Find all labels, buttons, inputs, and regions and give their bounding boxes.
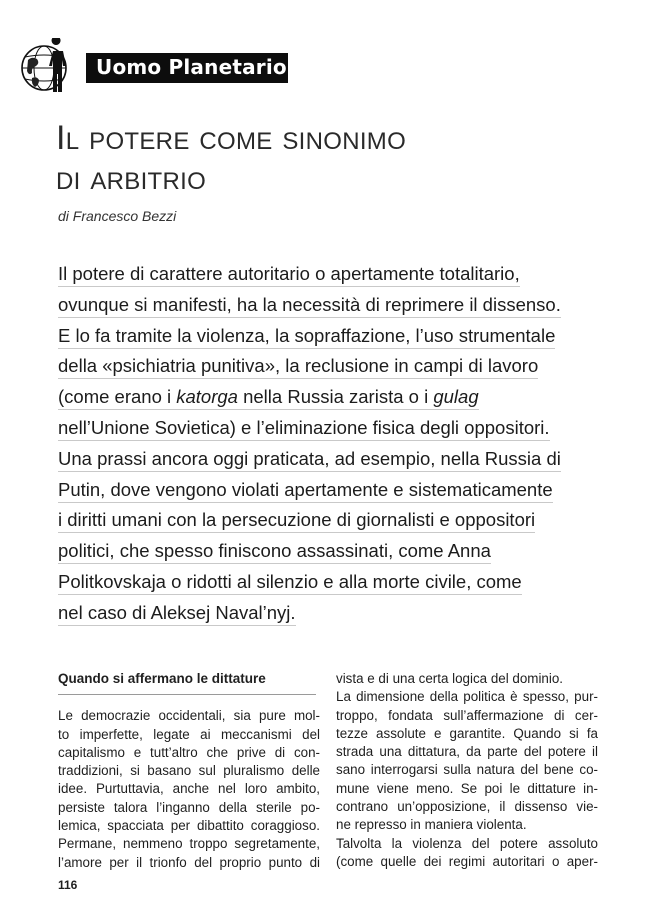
- lead-line: i diritti umani con la persecuzione di giornalisti e oppositori: [58, 506, 598, 537]
- lead-line: Una prassi ancora oggi praticata, ad esempio, nella Russia di: [58, 445, 598, 476]
- section-label: Uomo Planetario: [96, 55, 287, 79]
- body-column-right: [336, 670, 598, 871]
- column-line: capitalismo e tutt’altro che prive di con-: [58, 744, 320, 760]
- column-line: Talvolta la violenza del potere assoluto: [336, 835, 598, 851]
- column-line: l’amore per il trionfo del proprio punto di: [58, 854, 320, 870]
- column-line: ne represso in maniera violenta.: [336, 817, 527, 833]
- section-header: [20, 38, 290, 98]
- italic-term: katorga: [176, 386, 238, 408]
- column-line: Le democrazie occidentali, sia pure mol-: [58, 708, 320, 724]
- globe-with-standing-figure-icon: [20, 38, 76, 98]
- column-line: sano interrogarsi sulla natura del bene co-: [336, 762, 598, 778]
- column-line: contrano un’opposizione, il dissenso vie-: [336, 799, 598, 815]
- lead-line: Politkovskaja o ridotti al silenzio e alla morte civile, come: [58, 568, 598, 599]
- lead-line: Putin, dove vengono violati apertamente e sistematicamente: [58, 476, 598, 507]
- byline: di Francesco Bezzi: [58, 208, 177, 224]
- column-line: (come quelle dei regimi autoritari o aper-: [336, 853, 598, 869]
- article-title: [56, 118, 616, 198]
- page-number: 116: [58, 878, 78, 892]
- section-label-bar: [86, 53, 288, 83]
- column-line: to imperfette, legate ai meccanismi del: [58, 726, 320, 742]
- column-line: mune viene meno. Se poi le dittature in-: [336, 780, 598, 796]
- lead-line: (come erano i katorga nella Russia zarista o i gulag: [58, 383, 598, 414]
- lead-line: nell’Unione Sovietica) e l’eliminazione fisica degli oppositori.: [58, 414, 598, 445]
- lead-line: ovunque si manifesti, ha la necessità di reprimere il dissenso.: [58, 291, 598, 322]
- column-line: vista e di una certa logica del dominio.: [336, 671, 564, 686]
- lead-line: politici, che spesso finiscono assassinati, come Anna: [58, 537, 598, 568]
- title-line-1: Il potere come sinonimo: [56, 119, 407, 157]
- title-line-2: di arbitrio: [56, 159, 207, 197]
- lead-paragraph: [58, 260, 598, 630]
- lead-line: della «psichiatria punitiva», la reclusione in campi di lavoro: [58, 352, 598, 383]
- lead-line: E lo fa tramite la violenza, la sopraffazione, l’uso strumentale: [58, 322, 598, 353]
- column-line: persiste talora l’inganno della sterile po-: [58, 799, 320, 815]
- column-line: idee. Purtuttavia, anche nel loro ambito,: [58, 781, 320, 797]
- italic-term: gulag: [433, 386, 479, 408]
- column-line: traddizioni, si basano sul pluralismo delle: [58, 763, 320, 779]
- body-column-left: [58, 670, 320, 872]
- lead-line: nel caso di Aleksej Naval’nyj.: [58, 599, 598, 630]
- column-line: strada una dittatura, da parte del potere il: [336, 744, 598, 760]
- column-line: lemica, spacciata per dibattito coraggioso.: [58, 818, 320, 834]
- column-line: tezze assolute e garantite. Quando si fa: [336, 725, 598, 741]
- column-line: Permane, nemmeno troppo segretamente,: [58, 836, 320, 852]
- subheading: Quando si affermano le dittature: [58, 670, 316, 695]
- column-line: La dimensione della politica è spesso, pur-: [336, 689, 598, 705]
- lead-line: Il potere di carattere autoritario o apertamente totalitario,: [58, 260, 598, 291]
- column-line: troppo, fondata sull’affermazione di cer-: [336, 707, 598, 723]
